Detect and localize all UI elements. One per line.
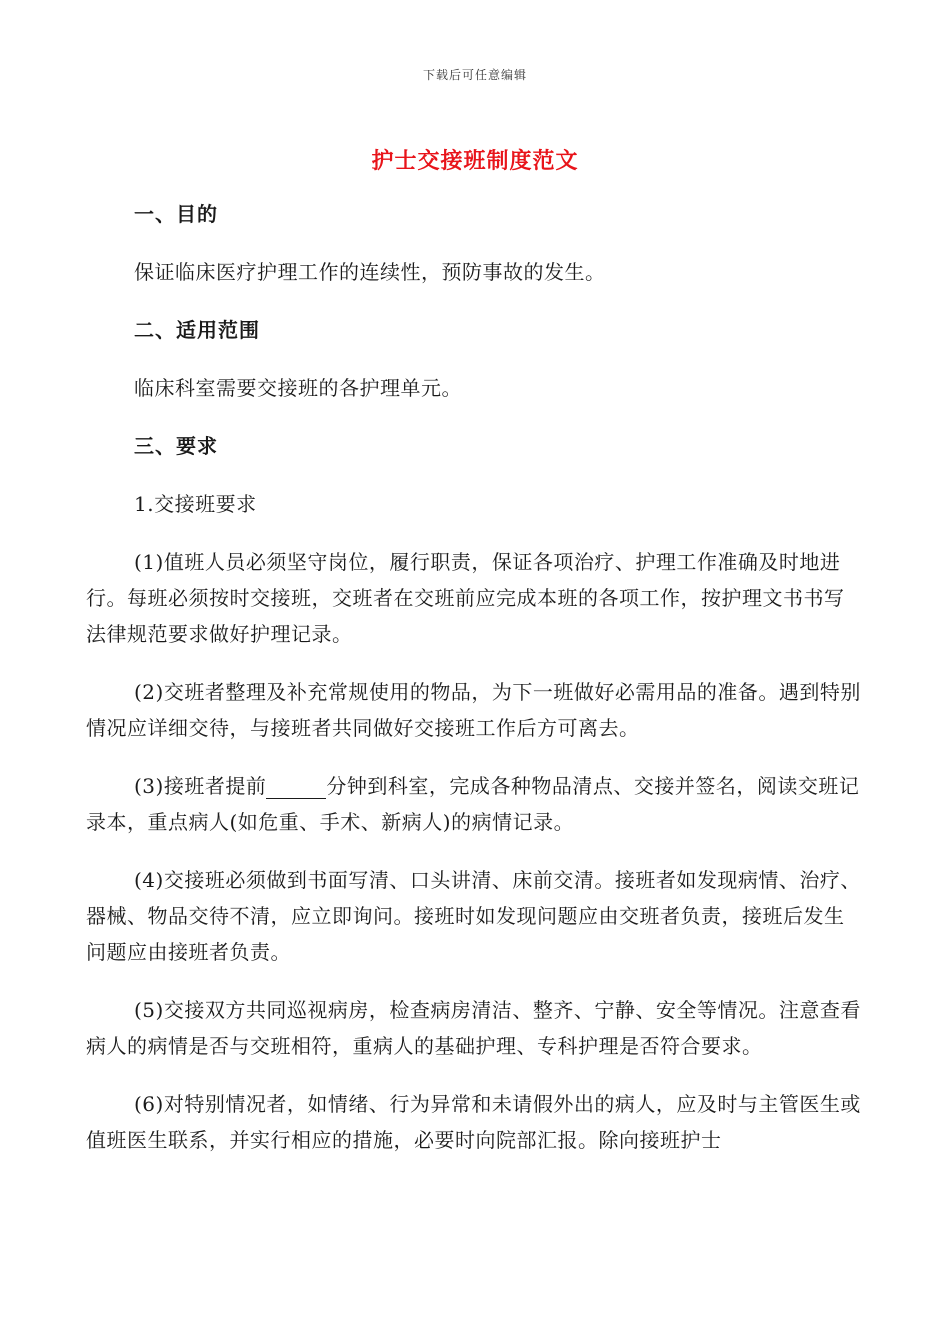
requirement-item-6: (6)对特别情况者，如情绪、行为异常和未请假外出的病人，应及时与主管医生或值班医生联系，并实行相应的措施，必要时向院部汇报。除向接班护士: [86, 1092, 861, 1152]
purpose-text: 保证临床医疗护理工作的连续性，预防事故的发生。: [134, 260, 606, 284]
header-note: 下载后可任意编辑: [422, 68, 527, 82]
fill-in-blank: [266, 778, 326, 799]
requirement-item-3: [86, 768, 864, 840]
requirement-item-3-end: 分钟到科室，完成各种物品清点、交接并签名，阅读交班记录本，重点病人(如危重、手术、新病人)的病情记录。: [86, 774, 860, 834]
subsection-heading-handover: 1.交接班要求: [134, 492, 257, 516]
section-heading-scope: 二、适用范围: [134, 318, 260, 342]
requirement-item-4: (4)交接班必须做到书面写清、口头讲清、床前交清。接班者如发现病情、治疗、器械、物品交待不清，应立即询问。接班时如发现问题应由交班者负责，接班后发生问题应由接班者负责。: [86, 868, 861, 964]
requirement-item-2: (2)交班者整理及补充常规使用的物品，为下一班做好必需用品的准备。遇到特别情况应详细交待，与接班者共同做好交接班工作后方可离去。: [86, 680, 861, 740]
section-heading-purpose: 一、目的: [134, 202, 218, 226]
document-body: [86, 196, 864, 1158]
section-heading-requirements: 三、要求: [134, 434, 218, 458]
requirement-item-3-start: (3)接班者提前: [134, 774, 267, 798]
document-title: 护士交接班制度范文: [371, 149, 579, 174]
requirement-item-1: (1)值班人员必须坚守岗位，履行职责，保证各项治疗、护理工作准确及时地进行。每班必须按时交接班，交班者在交班前应完成本班的各项工作，按护理文书书写法律规范要求做好护理记录。: [86, 550, 845, 646]
requirement-item-5: (5)交接双方共同巡视病房，检查病房清洁、整齐、宁静、安全等情况。注意查看病人的病情是否与交班相符，重病人的基础护理、专科护理是否符合要求。: [86, 998, 861, 1058]
scope-text: 临床科室需要交接班的各护理单元。: [134, 376, 462, 400]
